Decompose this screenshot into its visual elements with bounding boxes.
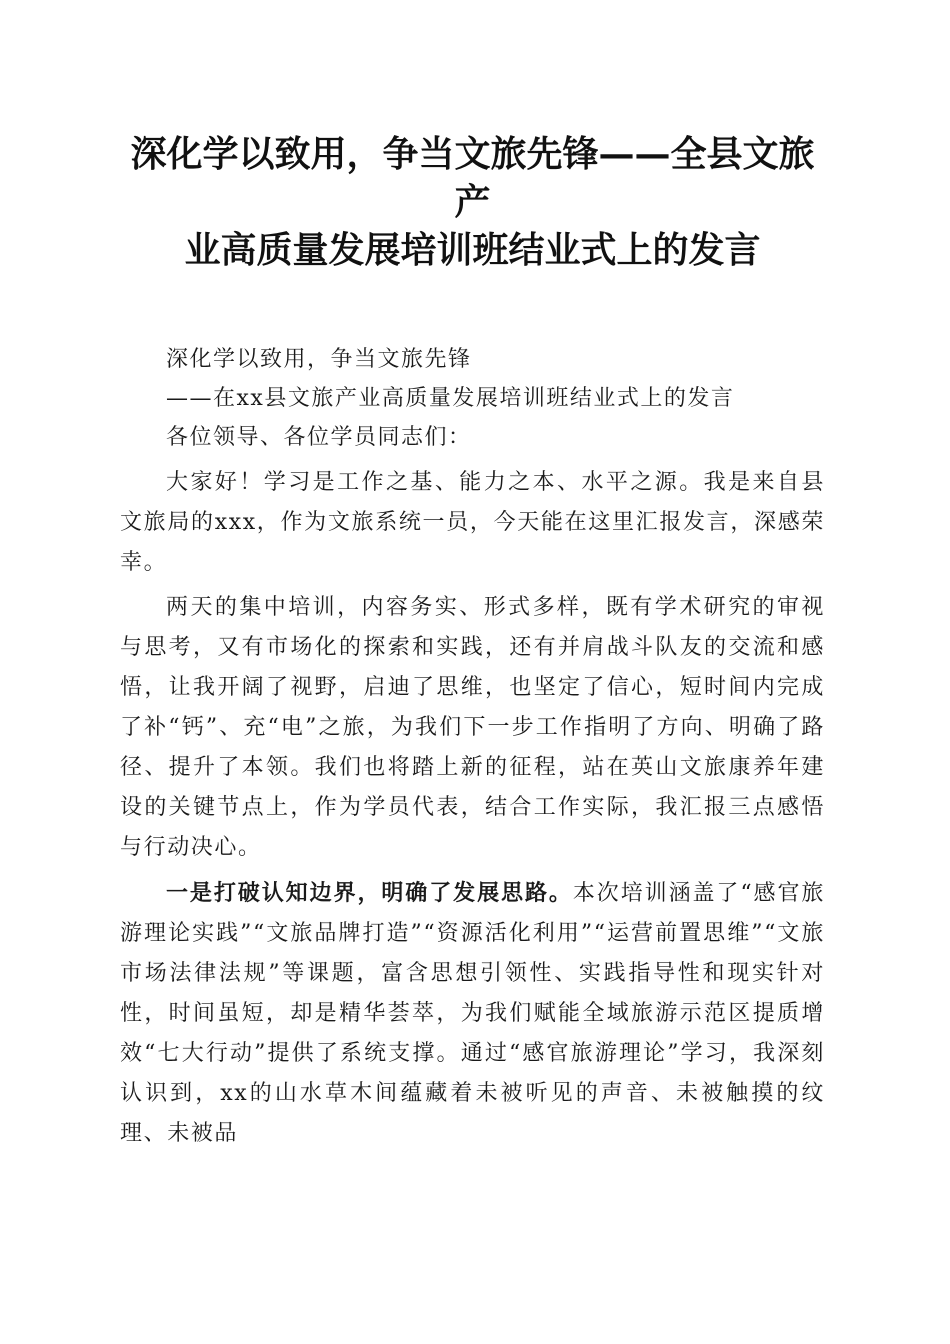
paragraph-training-summary: 两天的集中培训，内容务实、形式多样，既有学术研究的审视与思考，又有市场化的探索和实践，还有并肩战斗队友的交流和感悟，让我开阔了视野，启迪了思维，也坚定了信心，短时间内完成了补“钙”、充“电”之旅，为我们下一步工作指明了方向、明确了路径、提升了本领。我们也将踏上新的征程，站在英山文旅康养年建设的关键节点上，作为学员代表，结合工作实际，我汇报三点感悟与行动决心。 xyxy=(120,595,825,860)
paragraph-point-one xyxy=(120,873,825,1154)
salutation: 各位领导、各位学员同志们： xyxy=(166,425,472,450)
speech-subtitle: 深化学以致用，争当文旅先锋 xyxy=(166,347,472,372)
document-title xyxy=(120,130,825,274)
title-line-1: 深化学以致用，争当文旅先锋——全县文旅产 xyxy=(130,133,815,223)
document-body xyxy=(120,340,825,1154)
point-one-heading: 一是打破认知边界，明确了发展思路。 xyxy=(166,880,573,906)
speech-occasion: ——在xx县文旅产业高质量发展培训班结业式上的发言 xyxy=(166,386,735,411)
document-page xyxy=(120,130,825,1159)
point-one-text: 本次培训涵盖了“感官旅游理论实践”“文旅品牌打造”“资源活化利用”“运营前置思维”“文旅市场法律法规”等课题，富含思想引领性、实践指导性和现实针对性，时间虽短，却是精华荟萃，为我们赋能全域旅游示范区提质增效“七大行动”提供了系统支撑。通过“感官旅游理论”学习，我深刻认识到，xx的山水草木间蕴藏着未被听见的声音、未被触摸的纹理、未被品 xyxy=(120,881,826,1146)
title-line-2: 业高质量发展培训班结业式上的发言 xyxy=(184,229,761,271)
paragraph-greeting: 大家好！学习是工作之基、能力之本、水平之源。我是来自县文旅局的xxx，作为文旅系统一员，今天能在这里汇报发言，深感荣幸。 xyxy=(120,470,825,575)
